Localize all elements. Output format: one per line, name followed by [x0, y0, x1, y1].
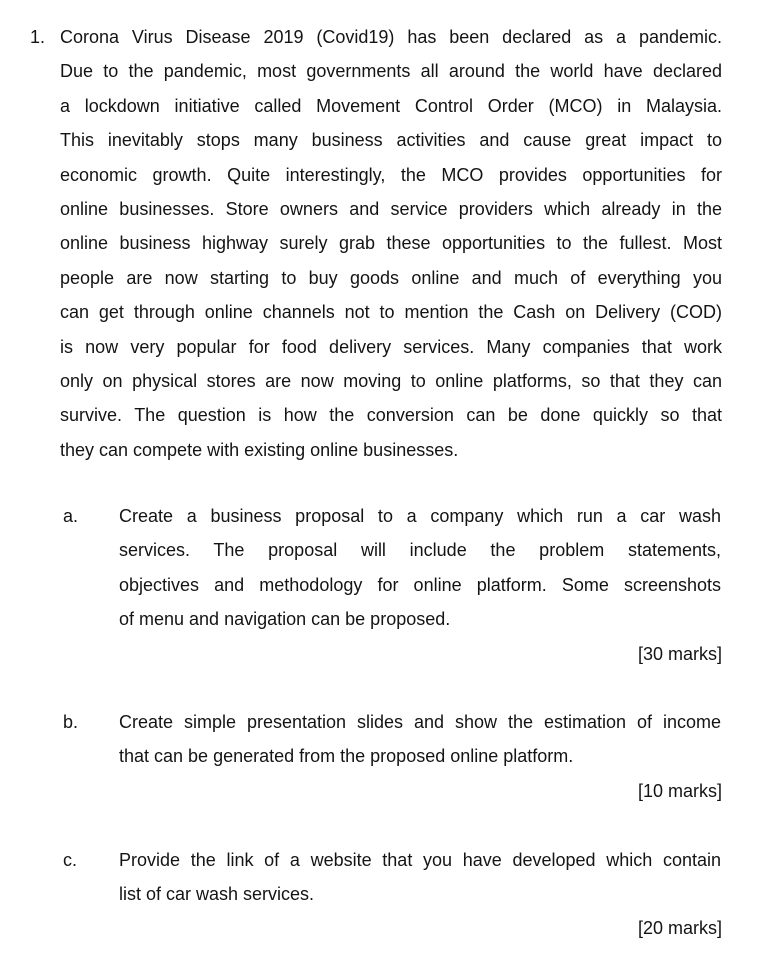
part-b-line: that can be generated from the proposed online platform. — [119, 746, 574, 767]
part-c-marks: [20 marks] — [637, 918, 722, 938]
question-line: online businesses. Store owners and service providers which already in the — [60, 198, 722, 219]
part-c-line: Provide the link of a website that you have developed which contain — [119, 850, 721, 870]
question-line: Due to the pandemic, most governments all around the world have declared — [60, 61, 722, 82]
part-b-line: Create simple presentation slides and show the estimation of income — [119, 712, 721, 732]
question-line: can get through online channels not to mention the Cash on Delivery (COD) — [60, 302, 722, 323]
part-a-line: of menu and navigation can be proposed. — [119, 609, 451, 630]
part-c-text — [119, 843, 721, 912]
part-a-line: Create a business proposal to a company which run a car wash — [119, 506, 721, 526]
part-c-label: c. — [63, 850, 78, 870]
part-a-line: services. The proposal will include the problem statements, — [119, 540, 721, 561]
part-a-text — [119, 499, 721, 637]
question-line: survive. The question is how the conversion can be done quickly so that — [60, 405, 722, 426]
part-a-label: a. — [63, 506, 79, 526]
part-a-marks: [30 marks] — [637, 644, 722, 664]
question-number: 1. — [30, 27, 46, 47]
question-text — [60, 20, 722, 467]
question-line: people are now starting to buy goods online and much of everything you — [60, 267, 722, 288]
question-line: they can compete with existing online businesses. — [60, 439, 459, 460]
part-c-line: list of car wash services. — [119, 884, 315, 905]
question-line: a lockdown initiative called Movement Control Order (MCO) in Malaysia. — [60, 95, 722, 116]
part-b-text — [119, 705, 721, 774]
part-a-line: objectives and methodology for online platform. Some screenshots — [119, 574, 721, 595]
question-line: economic growth. Quite interestingly, the MCO provides opportunities for — [60, 164, 722, 185]
question-line: This inevitably stops many business activities and cause great impact to — [60, 130, 722, 151]
part-b-label: b. — [63, 712, 79, 732]
question-line: online business highway surely grab these opportunities to the fullest. Most — [60, 233, 722, 254]
question-line: only on physical stores are now moving to online platforms, so that they can — [60, 370, 722, 391]
part-b-marks: [10 marks] — [637, 781, 722, 801]
question-line: Corona Virus Disease 2019 (Covid19) has been declared as a pandemic. — [60, 27, 722, 47]
question-line: is now very popular for food delivery services. Many companies that work — [60, 336, 722, 357]
